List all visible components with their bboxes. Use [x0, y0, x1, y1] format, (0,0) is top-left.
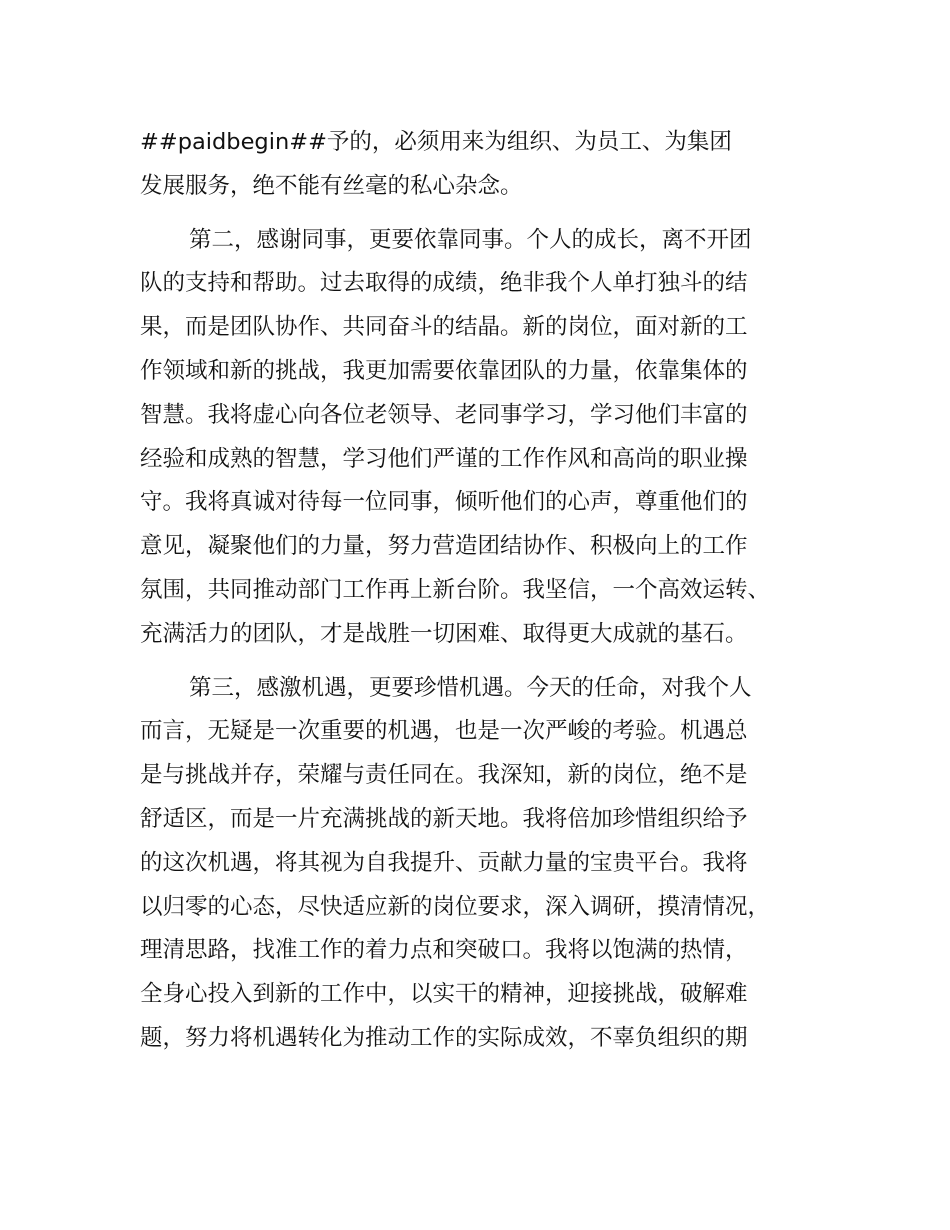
- text-line: 充满活力的团队，才是战胜一切困难、取得更大成就的基石。: [140, 620, 748, 647]
- text-line: 是与挑战并存，荣耀与责任同在。我深知，新的岗位，绝不是: [140, 762, 748, 789]
- text-line: 智慧。我将虚心向各位老领导、老同事学习，学习他们丰富的: [140, 401, 748, 428]
- text-line: ##paidbegin##予的，必须用来为组织、为员工、为集团: [140, 129, 732, 155]
- text-line: 意见，凝聚他们的力量，努力营造团结协作、积极向上的工作: [140, 533, 748, 560]
- text-line: 队的支持和帮助。过去取得的成绩，绝非我个人单打独斗的结: [140, 270, 748, 297]
- text-line: 作领域和新的挑战，我更加需要依靠团队的力量，依靠集体的: [140, 357, 748, 384]
- text-line: 全身心投入到新的工作中，以实干的精神，迎接挑战，破解难: [140, 981, 748, 1008]
- paragraph-2: [140, 219, 830, 657]
- paragraph-1: [140, 121, 830, 209]
- text-line: 以归零的心态，尽快适应新的岗位要求，深入调研，摸清情况，: [140, 893, 771, 920]
- text-line: 的这次机遇，将其视为自我提升、贡献力量的宝贵平台。我将: [140, 849, 748, 876]
- paragraph-3: [140, 667, 830, 1061]
- text-line: 守。我将真诚对待每一位同事，倾听他们的心声，尊重他们的: [140, 489, 748, 516]
- text-line: 题，努力将机遇转化为推动工作的实际成效，不辜负组织的期: [140, 1024, 748, 1051]
- text-line: 理清思路，找准工作的着力点和突破口。我将以饱满的热情，: [140, 937, 748, 964]
- text-line: 而言，无疑是一次重要的机遇，也是一次严峻的考验。机遇总: [140, 718, 748, 745]
- text-line: 发展服务，绝不能有丝毫的私心杂念。: [140, 172, 523, 199]
- text-line: 果，而是团队协作、共同奋斗的结晶。新的岗位，面对新的工: [140, 314, 748, 341]
- text-line: 第三，感激机遇，更要珍惜机遇。今天的任命，对我个人: [189, 674, 752, 701]
- text-line: 舒适区，而是一片充满挑战的新天地。我将倍加珍惜组织给予: [140, 805, 748, 832]
- text-line: 第二，感谢同事，更要依靠同事。个人的成长，离不开团: [189, 226, 752, 253]
- text-line: 氛围，共同推动部门工作再上新台阶。我坚信，一个高效运转、: [140, 576, 771, 603]
- text-line: 经验和成熟的智慧，学习他们严谨的工作作风和高尚的职业操: [140, 445, 748, 472]
- document-body: [140, 121, 830, 1071]
